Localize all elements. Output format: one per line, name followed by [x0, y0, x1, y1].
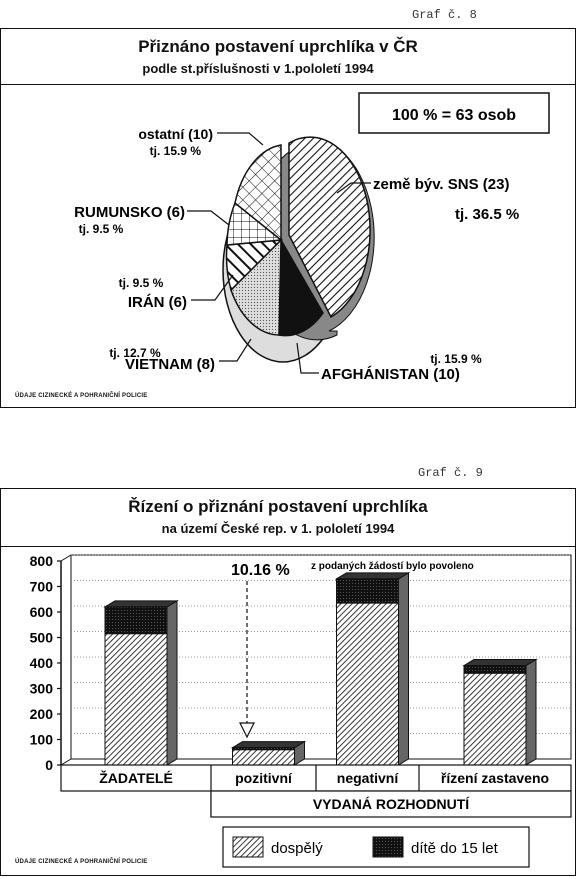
- annotation-pct: 10.16 %: [231, 562, 290, 579]
- graf8-title-panel: [0, 28, 576, 86]
- graf8-chart-panel: [0, 84, 576, 408]
- y-tick-label: 700: [29, 578, 53, 595]
- label-vietnam: VIETNAM (8): [125, 356, 215, 373]
- bar-segment-child: [337, 579, 399, 603]
- graf9-chart-panel: [0, 546, 576, 876]
- bar-segment-child: [464, 666, 526, 674]
- y-tick-label: 0: [45, 757, 53, 773]
- label-afghanistan: AFGHÁNISTAN (10): [321, 366, 460, 383]
- graf9-title-panel: [0, 488, 576, 548]
- bar-segment-adult: [337, 603, 399, 765]
- bar-segment-adult: [233, 750, 295, 765]
- y-tick-label: 200: [29, 706, 53, 722]
- label-iran: IRÁN (6): [127, 294, 187, 311]
- legend-label-child: dítě do 15 let: [411, 840, 498, 857]
- y-tick-label: 600: [29, 604, 53, 620]
- graf8-title: Přiznáno postavení uprchlíka v ČR: [138, 37, 418, 56]
- bar-segment-adult: [105, 634, 167, 765]
- graf9-number-label: Graf č. 9: [418, 466, 483, 480]
- bar-segment-child: [233, 748, 295, 750]
- graf9-source: ÚDAJE CIZINECKÉ A POHRANIČNÍ POLICIE: [15, 859, 148, 865]
- pct-rumunsko: tj. 9.5 %: [78, 222, 124, 236]
- graf9-subtitle: na území České rep. v 1. pololetí 1994: [161, 521, 395, 536]
- legend-label-adult: dospělý: [271, 840, 323, 857]
- graf8-source: ÚDAJE CIZINECKÉ A POHRANIČNÍ POLICIE: [15, 393, 148, 399]
- leader-ostatni: [217, 133, 263, 145]
- y-tick-label: 800: [29, 553, 53, 569]
- pct-iran: tj. 9.5 %: [118, 276, 164, 290]
- label-ostatni: ostatní (10): [138, 126, 213, 142]
- bar-top: [233, 742, 305, 748]
- y-tick-label: 300: [29, 680, 53, 697]
- category-label: ŽADATELÉ: [99, 770, 173, 786]
- bar-top: [105, 601, 177, 607]
- pct-afghanistan: tj. 15.9 %: [430, 352, 482, 366]
- pie-total-text: 100 % = 63 osob: [391, 107, 517, 124]
- annotation-text: z podaných žádostí bylo povoleno: [311, 561, 474, 572]
- bar-segment-adult: [464, 673, 526, 765]
- legend-swatch-adult: [233, 837, 263, 857]
- pct-ostatni: tj. 15.9 %: [149, 144, 201, 158]
- group-label: VYDANÁ ROZHODNUTÍ: [312, 796, 470, 812]
- y-tick-label: 500: [29, 629, 53, 646]
- pct-vietnam: tj. 12.7 %: [109, 346, 161, 360]
- legend-swatch-child: [373, 837, 403, 857]
- bar-side: [399, 573, 409, 765]
- bar-side: [167, 601, 177, 765]
- bar-top: [464, 660, 536, 666]
- bar-chart: [1, 547, 575, 875]
- graf9-title: Řízení o přiznání postavení uprchlíka: [128, 497, 428, 516]
- pie-chart: [1, 85, 575, 407]
- bar-top: [337, 573, 409, 579]
- category-label: pozitivní: [235, 770, 292, 786]
- bar-segment-child: [105, 607, 167, 634]
- leader-rumunsko: [187, 211, 229, 225]
- bar-side: [526, 660, 536, 765]
- label-rumunsko: RUMUNSKO (6): [74, 204, 185, 221]
- pct-sns: tj. 36.5 %: [455, 206, 520, 223]
- graf8-subtitle: podle st.příslušnosti v 1.pololetí 1994: [142, 61, 374, 76]
- plot-side-edge: [61, 555, 71, 765]
- y-tick-label: 400: [29, 655, 53, 671]
- y-tick-label: 100: [29, 731, 53, 748]
- graf8-number-label: Graf č. 8: [412, 8, 477, 22]
- label-sns: země býv. SNS (23): [373, 176, 510, 193]
- category-label: řízení zastaveno: [440, 770, 550, 786]
- category-label: negativní: [336, 770, 399, 786]
